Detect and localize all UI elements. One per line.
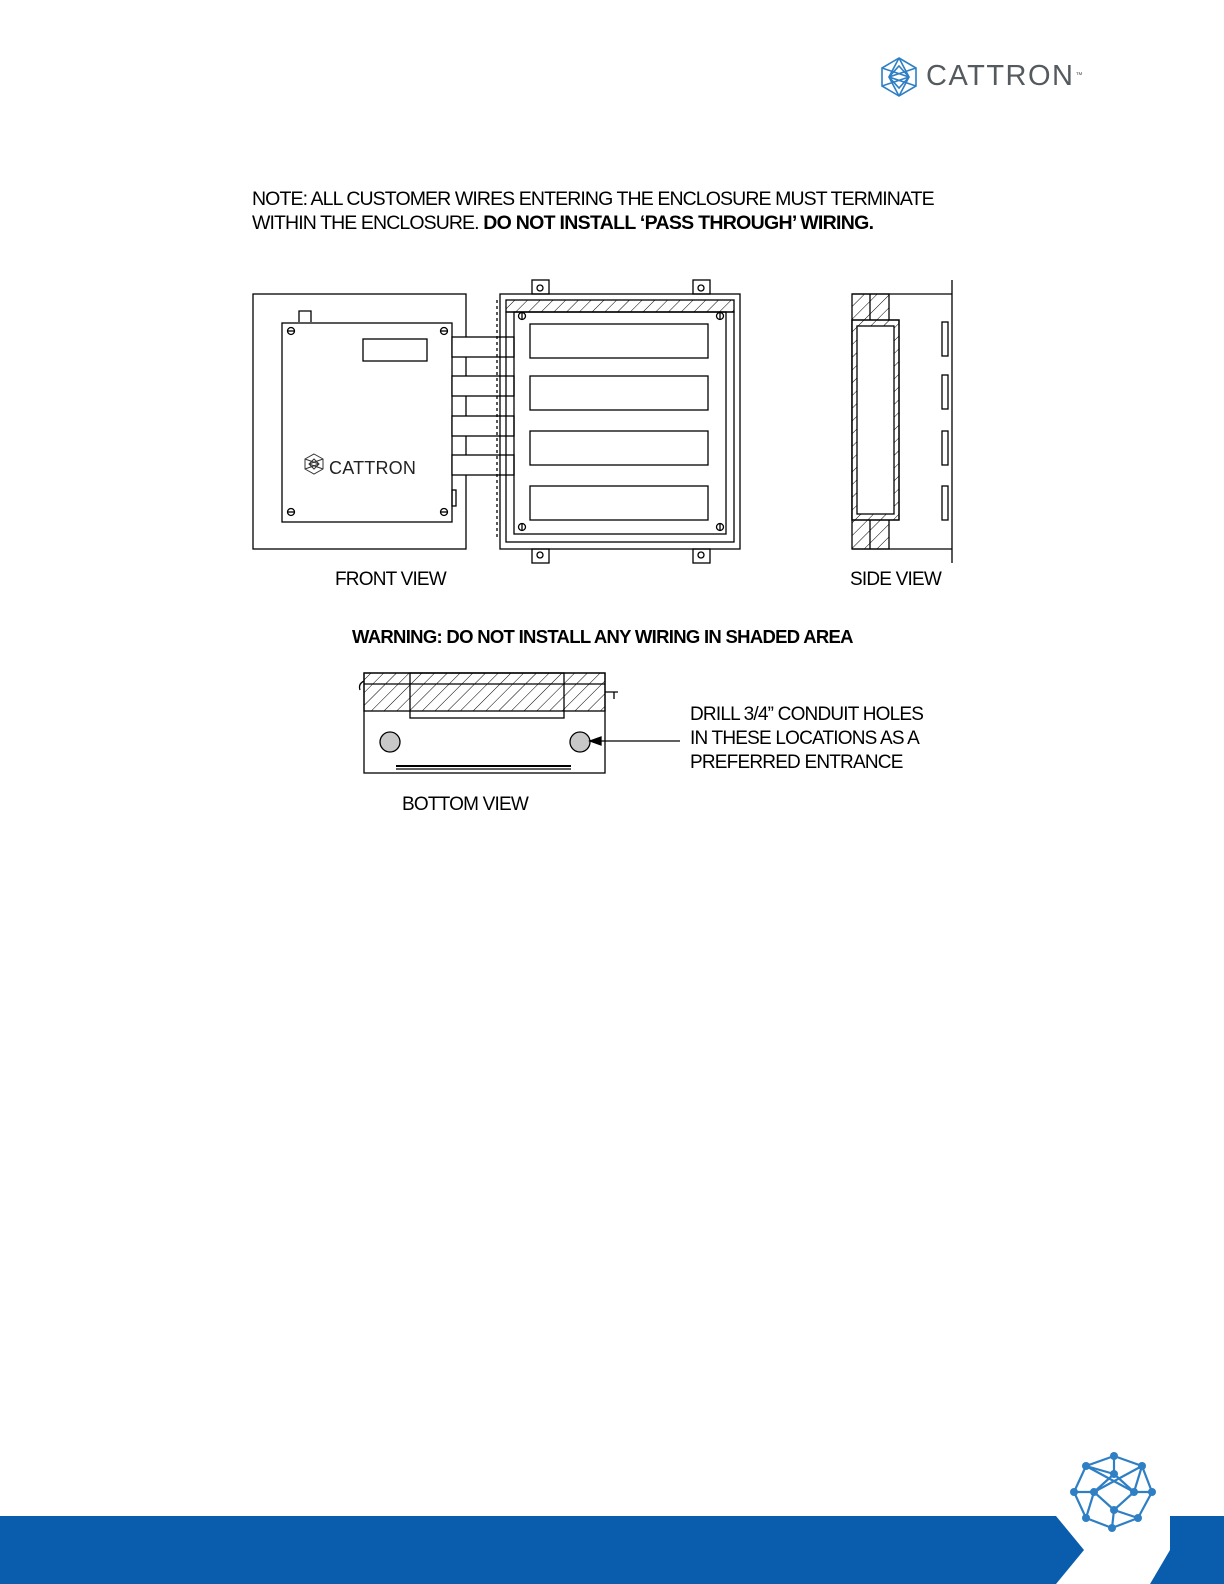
shaded-area-warning: WARNING: DO NOT INSTALL ANY WIRING IN SHADED AREA — [352, 626, 853, 647]
conduit-hole-left — [380, 732, 400, 752]
terminal-strip — [530, 431, 708, 465]
drill-callout-line-2: IN THESE LOCATIONS AS A — [690, 728, 920, 749]
mounting-tab — [532, 549, 549, 563]
note-line-1: NOTE: ALL CUSTOMER WIRES ENTERING THE ENCLOSURE MUST TERMINATE — [252, 188, 934, 210]
bottom-view-label: BOTTOM VIEW — [402, 794, 528, 815]
hinge — [452, 455, 514, 475]
terminal-strip — [530, 324, 708, 358]
shaded-area-front — [506, 300, 734, 312]
note-line-2: WITHIN THE ENCLOSURE. DO NOT INSTALL ‘PASS THROUGH’ WIRING. — [252, 212, 874, 234]
bottom-latch — [605, 692, 618, 699]
terminal-strip — [530, 486, 708, 520]
side-bracket — [942, 322, 948, 356]
door-edge-tab — [452, 490, 456, 506]
front-view-label: FRONT VIEW — [335, 569, 446, 590]
conduit-hole-right — [570, 732, 590, 752]
enclosure-back-panel — [514, 312, 726, 534]
hinge — [452, 376, 514, 396]
footer-band — [0, 1516, 1224, 1584]
side-bracket — [942, 431, 948, 465]
drill-callout — [690, 703, 923, 775]
bottom-hinge-knuckle — [360, 681, 365, 690]
hinge — [452, 416, 514, 436]
enclosure-inner-frame — [506, 312, 734, 542]
drill-callout-line-1: DRILL 3/4” CONDUIT HOLES — [690, 704, 924, 725]
mounting-tab — [693, 549, 710, 563]
door-latch — [299, 311, 311, 322]
side-bracket — [942, 375, 948, 409]
hinge — [452, 337, 514, 357]
callout-arrowhead — [590, 737, 601, 745]
header-brand-name: CATTRON™ — [926, 60, 1085, 92]
enclosure-door-outline — [253, 294, 466, 549]
door-logo-icon — [305, 454, 323, 474]
mounting-tab — [693, 280, 710, 294]
drill-callout-line-3: PREFERRED ENTRANCE — [690, 752, 903, 773]
mounting-tab — [532, 280, 549, 294]
door-display-window — [363, 339, 427, 361]
note-pass-through-warning: DO NOT INSTALL ‘PASS THROUGH’ WIRING. — [483, 212, 874, 234]
terminal-strip — [530, 376, 708, 410]
enclosure-body-outline — [500, 294, 740, 549]
side-view-label: SIDE VIEW — [850, 569, 941, 590]
side-bracket — [942, 486, 948, 520]
shaded-area-bottom — [364, 673, 605, 711]
door-logo-text: CATTRON — [329, 458, 417, 478]
footer-network-logo-icon — [1056, 1452, 1224, 1584]
